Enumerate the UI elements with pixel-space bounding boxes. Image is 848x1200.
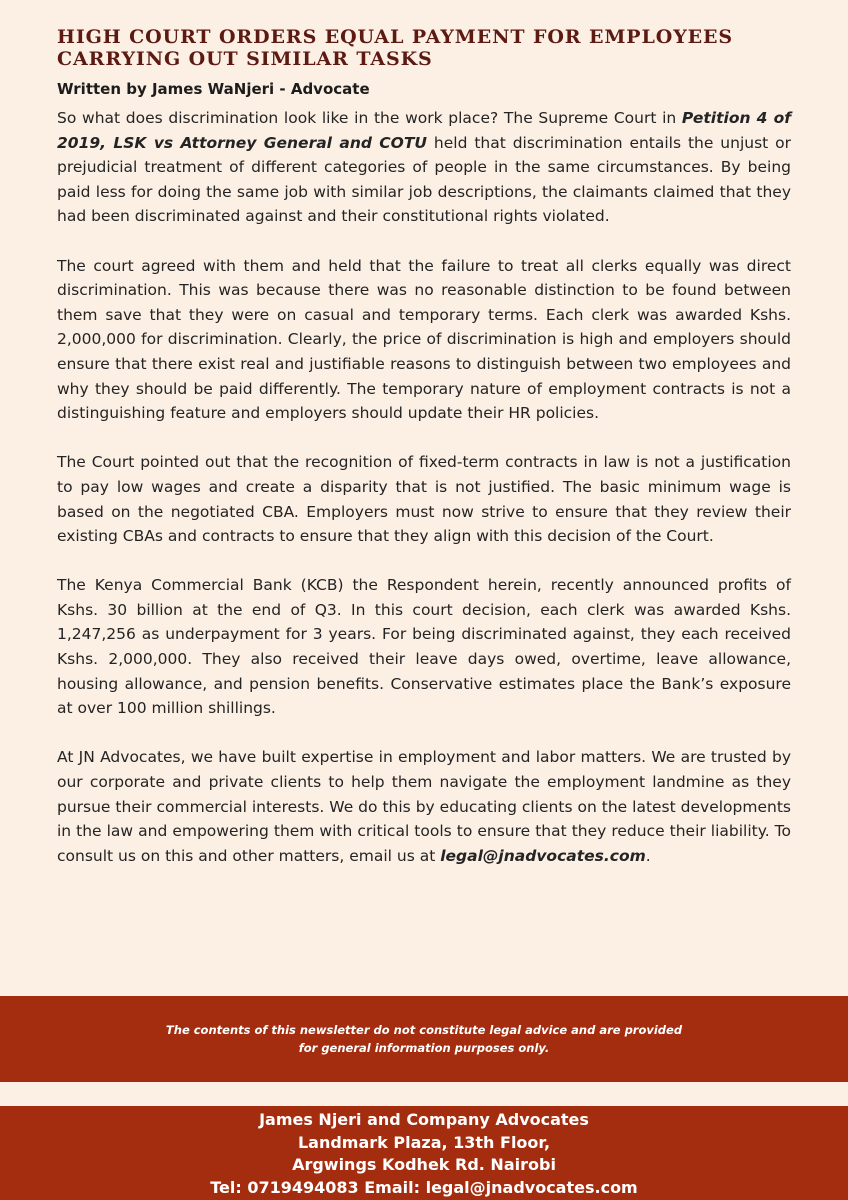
paragraph-3: The Court pointed out that the recognition of fixed-term contracts in law is not a justification to pay low wages and create a disparity that is not justified. The basic minimum wage is based on the negotiated CBA. Employers must now strive to ensure that they review their existing CBAs and contracts to ensure that they align with this decision of the Court.: [57, 453, 791, 546]
article: [57, 26, 791, 868]
byline: Written by James WaNjeri - Advocate: [57, 80, 370, 98]
contact-block: [0, 1109, 848, 1199]
paragraph-1: [57, 106, 791, 229]
case-citation: Petition 4 of 2019, LSK vs Attorney General and COTU: [57, 109, 792, 152]
paragraph-4: The Kenya Commercial Bank (KCB) the Respondent herein, recently announced profits of Kshs. 30 billion at the end of Q3. In this court decision, each clerk was awarded Kshs. 1,247,256 as underpayment for 3 years. For being discriminated against, they each received Kshs. 2,000,000. They also received their leave days owed, overtime, leave allowance, housing allowance, and pension benefits. Conservative estimates place the Bank’s exposure at over 100 million shillings.: [57, 576, 791, 718]
address-line-1: Landmark Plaza, 13th Floor,: [297, 1132, 551, 1152]
paragraph-5-end: .: [645, 846, 651, 865]
email-link[interactable]: legal@jnadvocates.com: [440, 846, 646, 865]
disclaimer: [0, 1021, 848, 1057]
contact-footer: [0, 1106, 848, 1200]
article-title: HIGH COURT ORDERS EQUAL PAYMENT FOR EMPLOYEES CARRYING OUT SIMILAR TASKS: [57, 26, 734, 70]
firm-name: James Njeri and Company Advocates: [259, 1110, 589, 1129]
tel-email: Tel: 0719494083 Email: legal@jnadvocates.com: [210, 1177, 638, 1197]
address-line-2: Argwings Kodhek Rd. Nairobi: [292, 1155, 556, 1174]
disclaimer-line-1: The contents of this newsletter do not constitute legal advice and are provided: [165, 1023, 683, 1037]
paragraph-5-body: At JN Advocates, we have built expertise in employment and labor matters. We are trusted by our corporate and private clients to help them navigate the employment landmine as they pursue their commercial interests. We do this by educating clients on the latest developments in the law and empowering them with critical tools to ensure that they reduce their liability. To consult us on this and other matters, email us at: [57, 748, 791, 865]
paragraph-5: [57, 745, 791, 868]
paragraph-1-body: held that discrimination entails the unjust or prejudicial treatment of different categories of people in the same circumstances. By being paid less for doing the same job with similar job descriptions, the claimants claimed that they had been discriminated against and their constitutional rights violated.: [57, 133, 791, 226]
disclaimer-line-2: for general information purposes only.: [298, 1041, 550, 1055]
paragraph-2: The court agreed with them and held that the failure to treat all clerks equally was direct discrimination. This was because there was no reasonable distinction to be found between them save that they were on casual and temporary terms. Each clerk was awarded Kshs. 2,000,000 for discrimination. Clearly, the price of discrimination is high and employers should ensure that there exist real and justifiable reasons to distinguish between two employees and why they should be paid differently. The temporary nature of employment contracts is not a distinguishing feature and employers should update their HR policies.: [57, 256, 791, 423]
disclaimer-band: [0, 996, 848, 1082]
paragraph-1-intro: So what does discrimination look like in the work place? The Supreme Court in: [57, 109, 682, 127]
